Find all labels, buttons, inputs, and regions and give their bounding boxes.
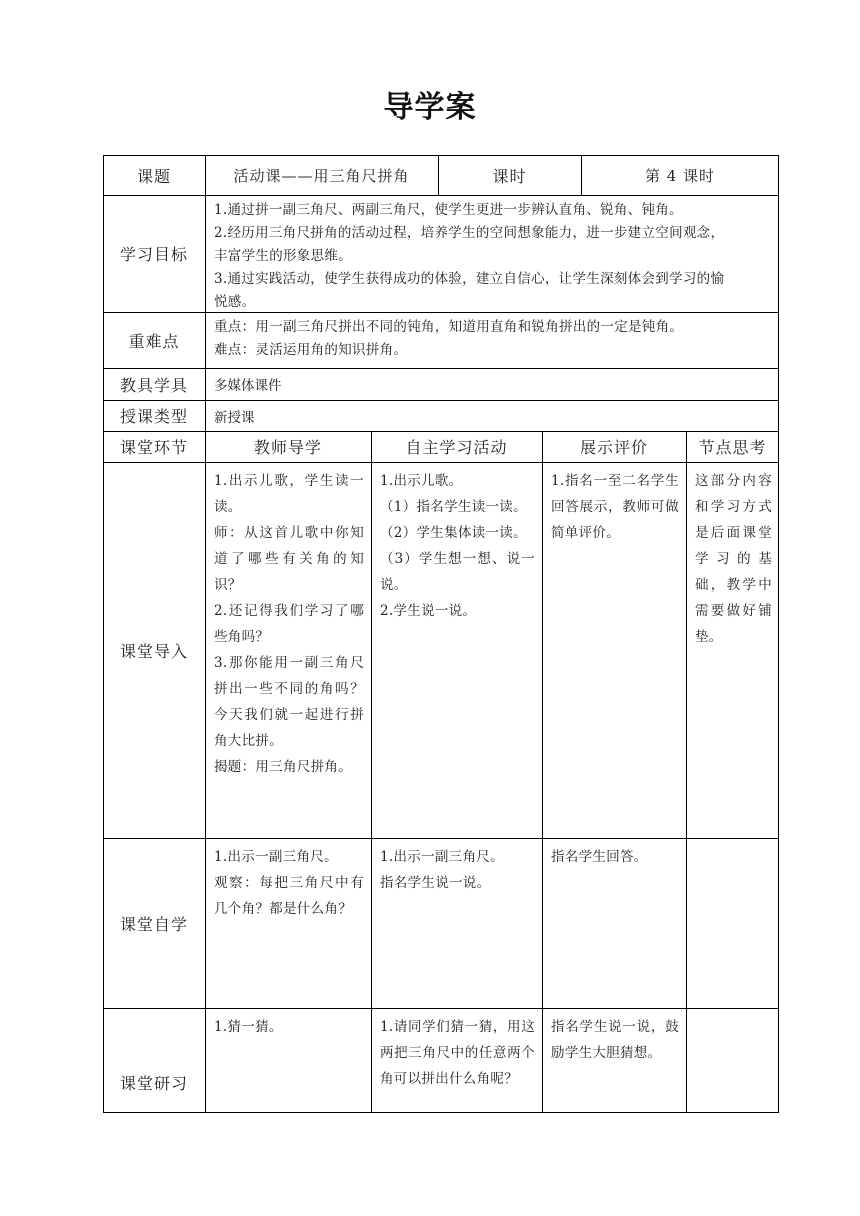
lesson-type-value: 新授课 xyxy=(214,409,255,426)
stage-reflect-cell xyxy=(686,1008,779,1113)
goals-line-2: 2.经历用三角尺拼角的活动过程，培养学生的空间想象能力，进一步建立空间观念， xyxy=(214,225,725,241)
table-border xyxy=(103,155,104,1113)
teacher-item: 师：从这首儿歌中你知道了哪些有关角的知识？ xyxy=(214,525,364,593)
tools-label: 教具学具 xyxy=(119,375,188,395)
goals-line-1: 1.通过拼一副三角尺、两副三角尺，使学生更进一步辨认直角、锐角、钝角。 xyxy=(214,202,683,218)
stage-student-cell xyxy=(371,462,542,838)
table-divider xyxy=(371,431,372,1113)
stage-eval-cell xyxy=(542,1008,686,1113)
teacher-item: 揭题：用三角尺拼角。 xyxy=(214,759,352,775)
reflect-item: 这部分内容和学习方式是后面课堂学习的基础，教学中需要做好铺垫。 xyxy=(695,473,772,645)
teacher-item: 1.出示一副三角尺。 xyxy=(214,849,338,865)
stage-student-cell xyxy=(371,1008,542,1113)
teacher-item: 3.那你能用一副三角尺拼出一些不同的角吗？今天我们就一起进行拼角大比拼。 xyxy=(214,655,364,749)
teacher-item: 观察：每把三角尺中有几个角？都是什么角？ xyxy=(214,875,364,917)
student-item: （3）学生想一想、说一说。 xyxy=(380,551,535,593)
eval-item: 指名学生说一说，鼓励学生大胆猜想。 xyxy=(551,1019,679,1061)
stage-teacher-cell xyxy=(205,462,371,838)
stage-reflect-cell xyxy=(686,462,779,838)
stage-student-cell xyxy=(371,838,542,1008)
student-item: 1.请同学们猜一猜，用这两把三角尺中的任意两个角可以拼出什么角呢？ xyxy=(380,1019,535,1087)
topic-value: 活动课——用三角尺拼角 xyxy=(233,166,410,185)
student-item: （2）学生集体读一读。 xyxy=(380,525,527,541)
lesson-type-label: 授课类型 xyxy=(119,407,188,426)
tools-value: 多媒体课件 xyxy=(214,378,282,394)
document-title: 导学案 xyxy=(383,90,477,125)
teacher-item: 1.出示儿歌，学生读一读。 xyxy=(214,473,364,515)
student-item: （1）指名学生读一读。 xyxy=(380,499,527,515)
goals-content xyxy=(205,195,779,312)
student-item: 2.学生说一说。 xyxy=(380,603,477,619)
stage-teacher-cell xyxy=(205,1008,371,1113)
eval-item: 指名学生回答。 xyxy=(551,849,648,865)
period-value: 第 4 课时 xyxy=(644,166,716,185)
table-divider xyxy=(542,431,543,1113)
table-divider xyxy=(438,155,439,195)
goals-line-4: 3.通过实践活动，使学生获得成功的体验，建立自信心，让学生深刻体会到学习的愉 xyxy=(214,271,725,287)
table-divider xyxy=(205,155,206,1113)
header-teacher: 教师导学 xyxy=(253,438,322,457)
table-divider xyxy=(686,431,687,1113)
goals-line-3: 丰富学生的形象思维。 xyxy=(214,248,352,264)
topic-label: 课题 xyxy=(136,166,171,186)
key-point-line-1: 重点：用一副三角尺拼出不同的钝角，知道用直角和锐角拼出的一定是钝角。 xyxy=(214,319,684,335)
stage-teacher-cell xyxy=(205,838,371,1008)
key-point-line-2: 难点：灵活运用角的知识拼角。 xyxy=(214,342,408,358)
stage-eval-cell xyxy=(542,838,686,1008)
table-divider xyxy=(581,155,582,195)
stage-eval-cell xyxy=(542,462,686,838)
stage-reflect-cell xyxy=(686,838,779,1008)
stage-name: 课堂导入 xyxy=(119,641,188,661)
teacher-item: 1.猜一猜。 xyxy=(214,1019,283,1035)
header-stage: 课堂环节 xyxy=(119,438,188,457)
student-item: 1.出示儿歌。 xyxy=(380,473,463,489)
key-points-content xyxy=(205,312,779,368)
table-border xyxy=(778,155,779,1113)
stage-name: 课堂研习 xyxy=(119,1074,188,1093)
student-item: 指名学生说一说。 xyxy=(380,875,491,891)
goals-line-5: 悦感。 xyxy=(214,294,256,310)
stage-name: 课堂自学 xyxy=(119,914,188,934)
eval-item: 1.指名一至二名学生回答展示，教师可做简单评价。 xyxy=(551,473,679,541)
period-label: 课时 xyxy=(492,166,527,186)
header-reflect: 节点思考 xyxy=(698,438,767,457)
header-student: 自主学习活动 xyxy=(405,438,508,457)
teacher-item: 2.还记得我们学习了哪些角吗？ xyxy=(214,603,364,645)
student-item: 1.出示一副三角尺。 xyxy=(380,849,504,865)
key-points-label: 重难点 xyxy=(128,331,180,351)
goals-label: 学习目标 xyxy=(119,245,188,264)
header-eval: 展示评价 xyxy=(579,438,648,457)
